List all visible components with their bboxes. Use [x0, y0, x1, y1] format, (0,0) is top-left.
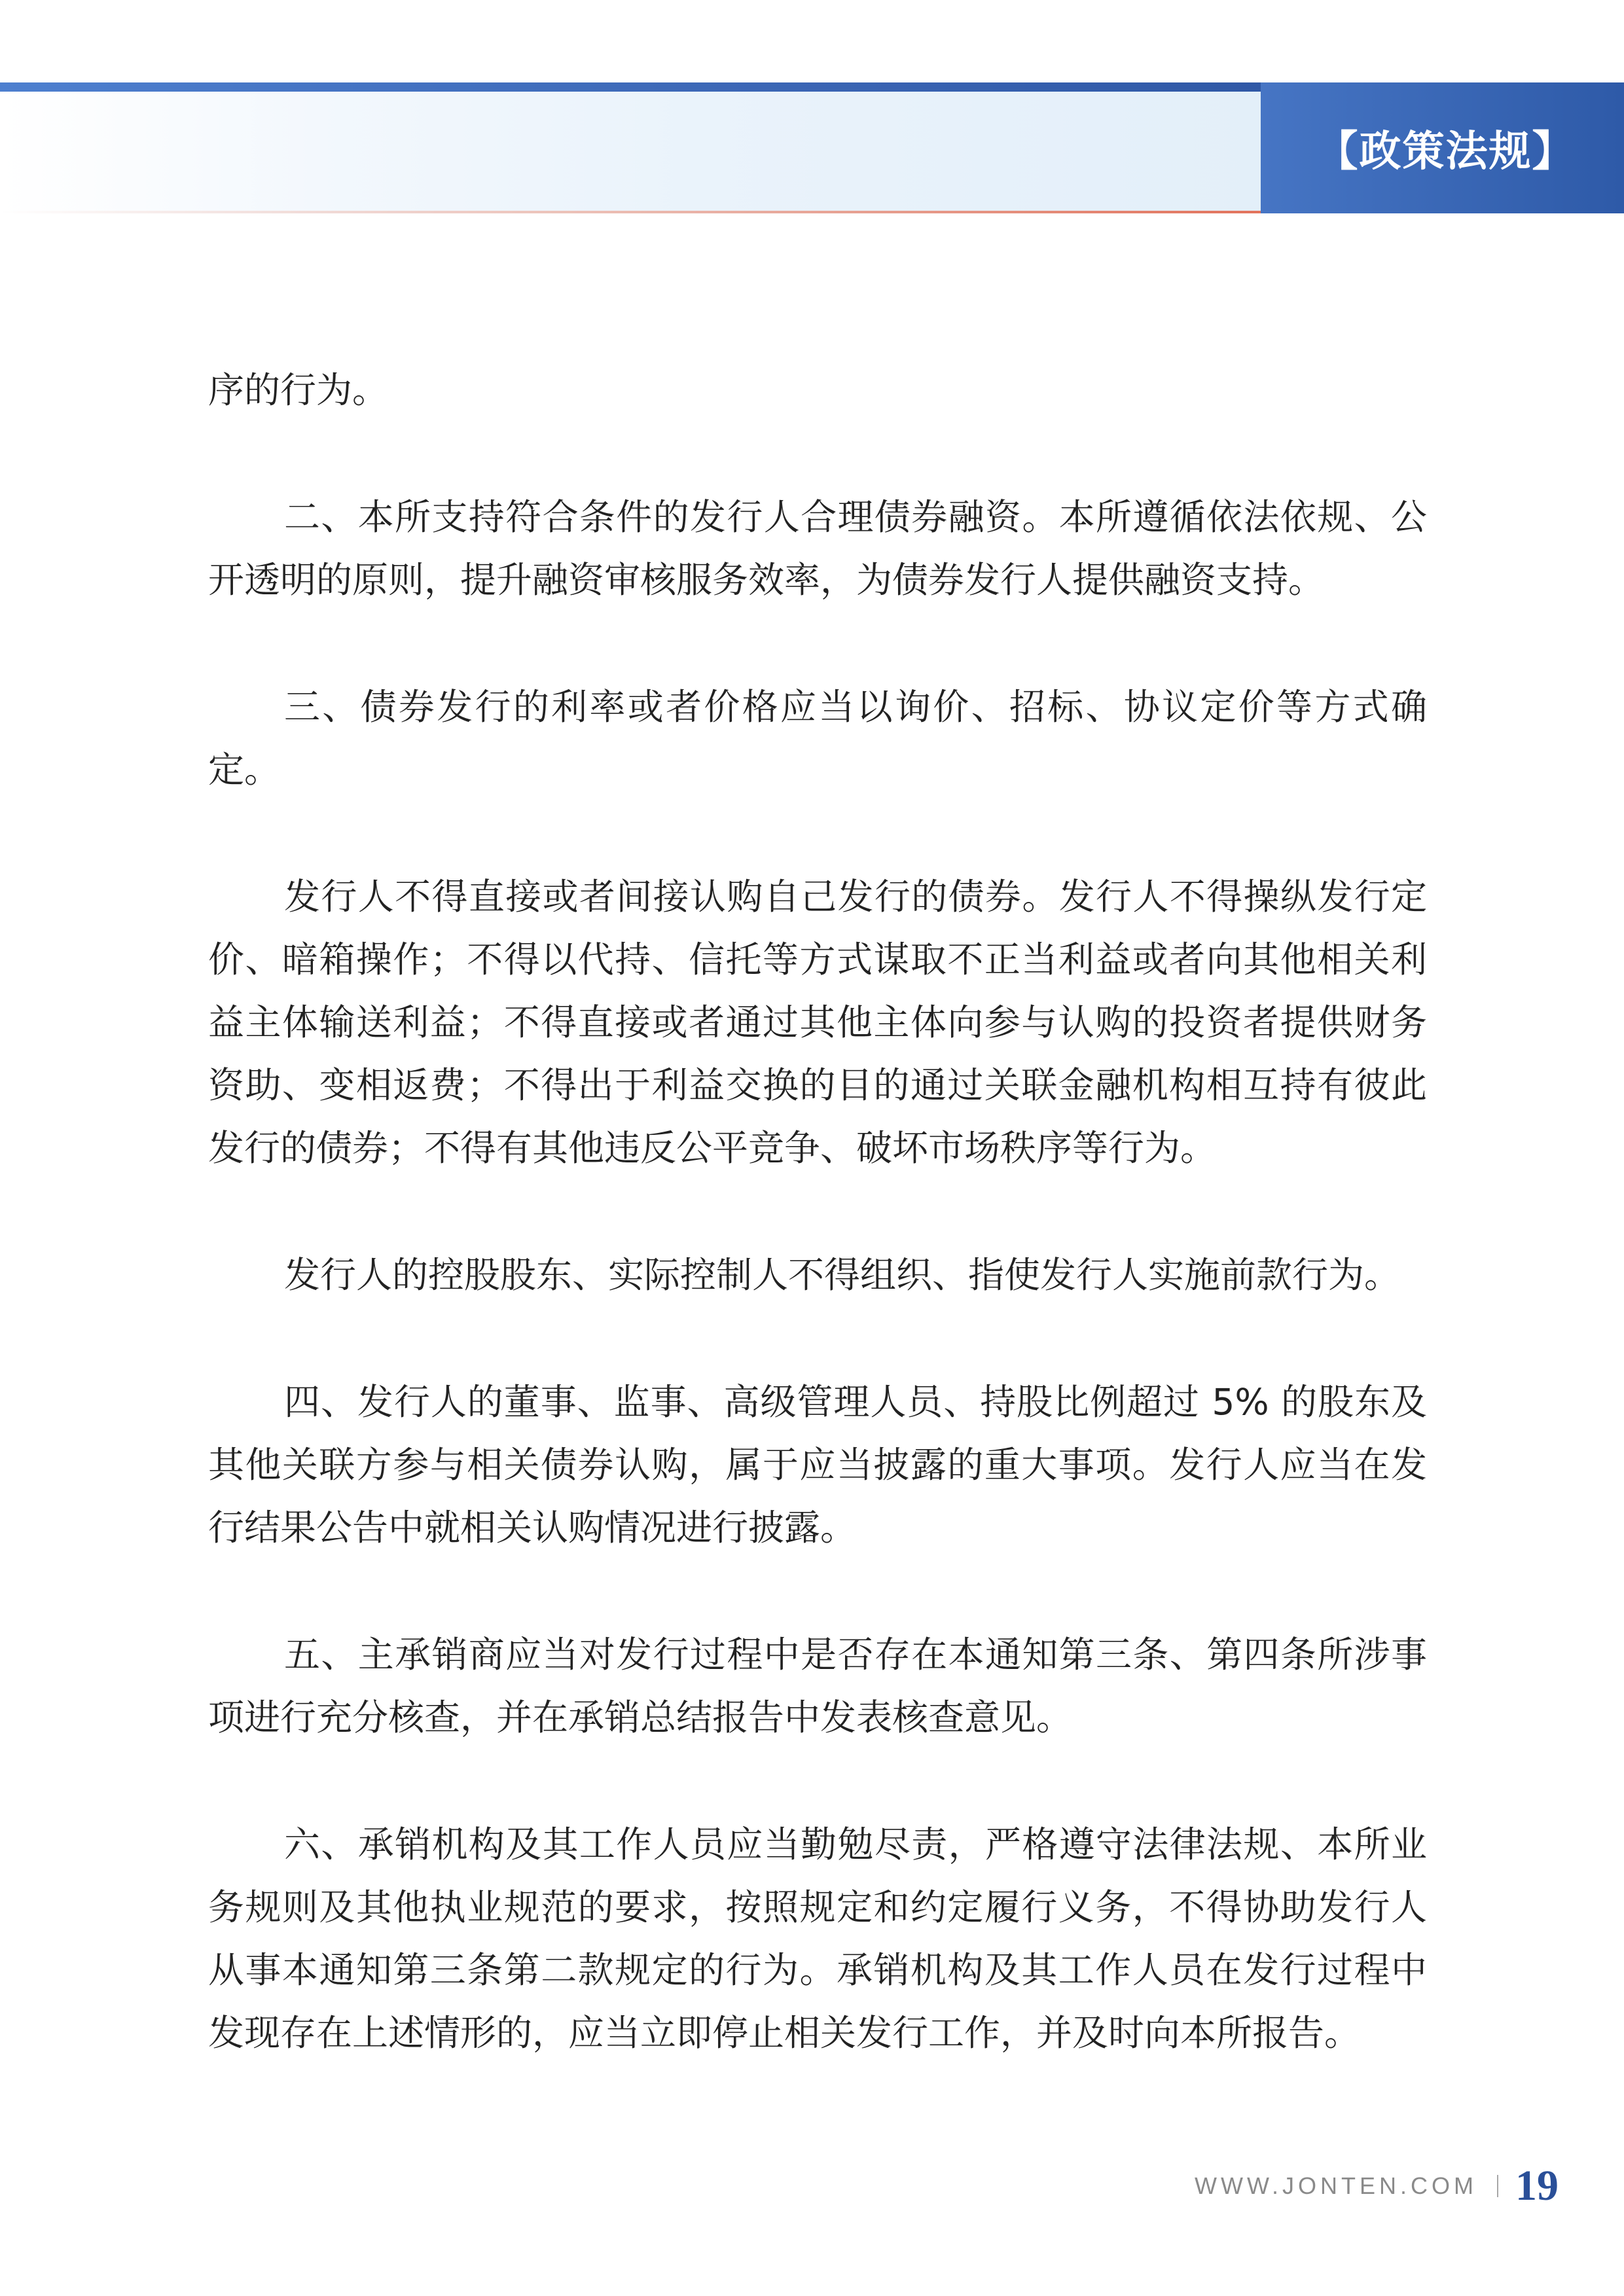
paragraph-article-2: 二、本所支持符合条件的发行人合理债券融资。本所遵循依法依规、公开透明的原则，提升融资审核服务效率，为债券发行人提供融资支持。 [208, 496, 1427, 601]
paragraph-controlling-shareholders: 发行人的控股股东、实际控制人不得组织、指使发行人实施前款行为。 [284, 1254, 1401, 1296]
header-band [0, 92, 1261, 213]
paragraph-issuer-restrictions: 发行人不得直接或者间接认购自己发行的债券。发行人不得操纵发行定价、暗箱操作；不得以代持、信托等方式谋取不正当利益或者向其他相关利益主体输送利益；不得直接或者通过其他主体向参与认购的投资者提供财务资助、变相返费；不得出于利益交换的目的通过关联金融机构相互持有彼此发行的债券；不得有其他违反公平竞争、破坏市场秩序等行为。 [208, 876, 1427, 1169]
paragraph-article-4: 四、发行人的董事、监事、高级管理人员、持股比例超过 5% 的股东及其他关联方参与相关债券认购，属于应当披露的重大事项。发行人应当在发行结果公告中就相关认购情况进行披露。 [208, 1381, 1427, 1549]
paragraph-article-5: 五、主承销商应当对发行过程中是否存在本通知第三条、第四条所涉事项进行充分核查，并在承销总结报告中发表核查意见。 [208, 1634, 1427, 1738]
paragraph-continuation: 序的行为。 [208, 369, 389, 411]
website-link[interactable]: WWW.JONTEN.COM [1195, 2172, 1477, 2199]
page-number: 19 [1515, 2162, 1559, 2210]
header-underline [0, 211, 1261, 213]
header-top-rule [0, 82, 1261, 92]
article-body [208, 359, 1427, 2128]
paragraph-article-6: 六、承销机构及其工作人员应当勤勉尽责，严格遵守法律法规、本所业务规则及其他执业规范的要求，按照规定和约定履行义务，不得协助发行人从事本通知第三条第二款规定的行为。承销机构及其工作人员在发行过程中发现存在上述情形的，应当立即停止相关发行工作，并及时向本所报告。 [208, 1823, 1427, 2054]
section-title: 【政策法规】 [1316, 127, 1576, 176]
page-footer [1195, 2160, 1559, 2212]
footer-divider [1497, 2175, 1498, 2197]
paragraph-article-3: 三、债券发行的利率或者价格应当以询价、招标、协议定价等方式确定。 [208, 686, 1427, 791]
section-tab [1261, 82, 1624, 213]
